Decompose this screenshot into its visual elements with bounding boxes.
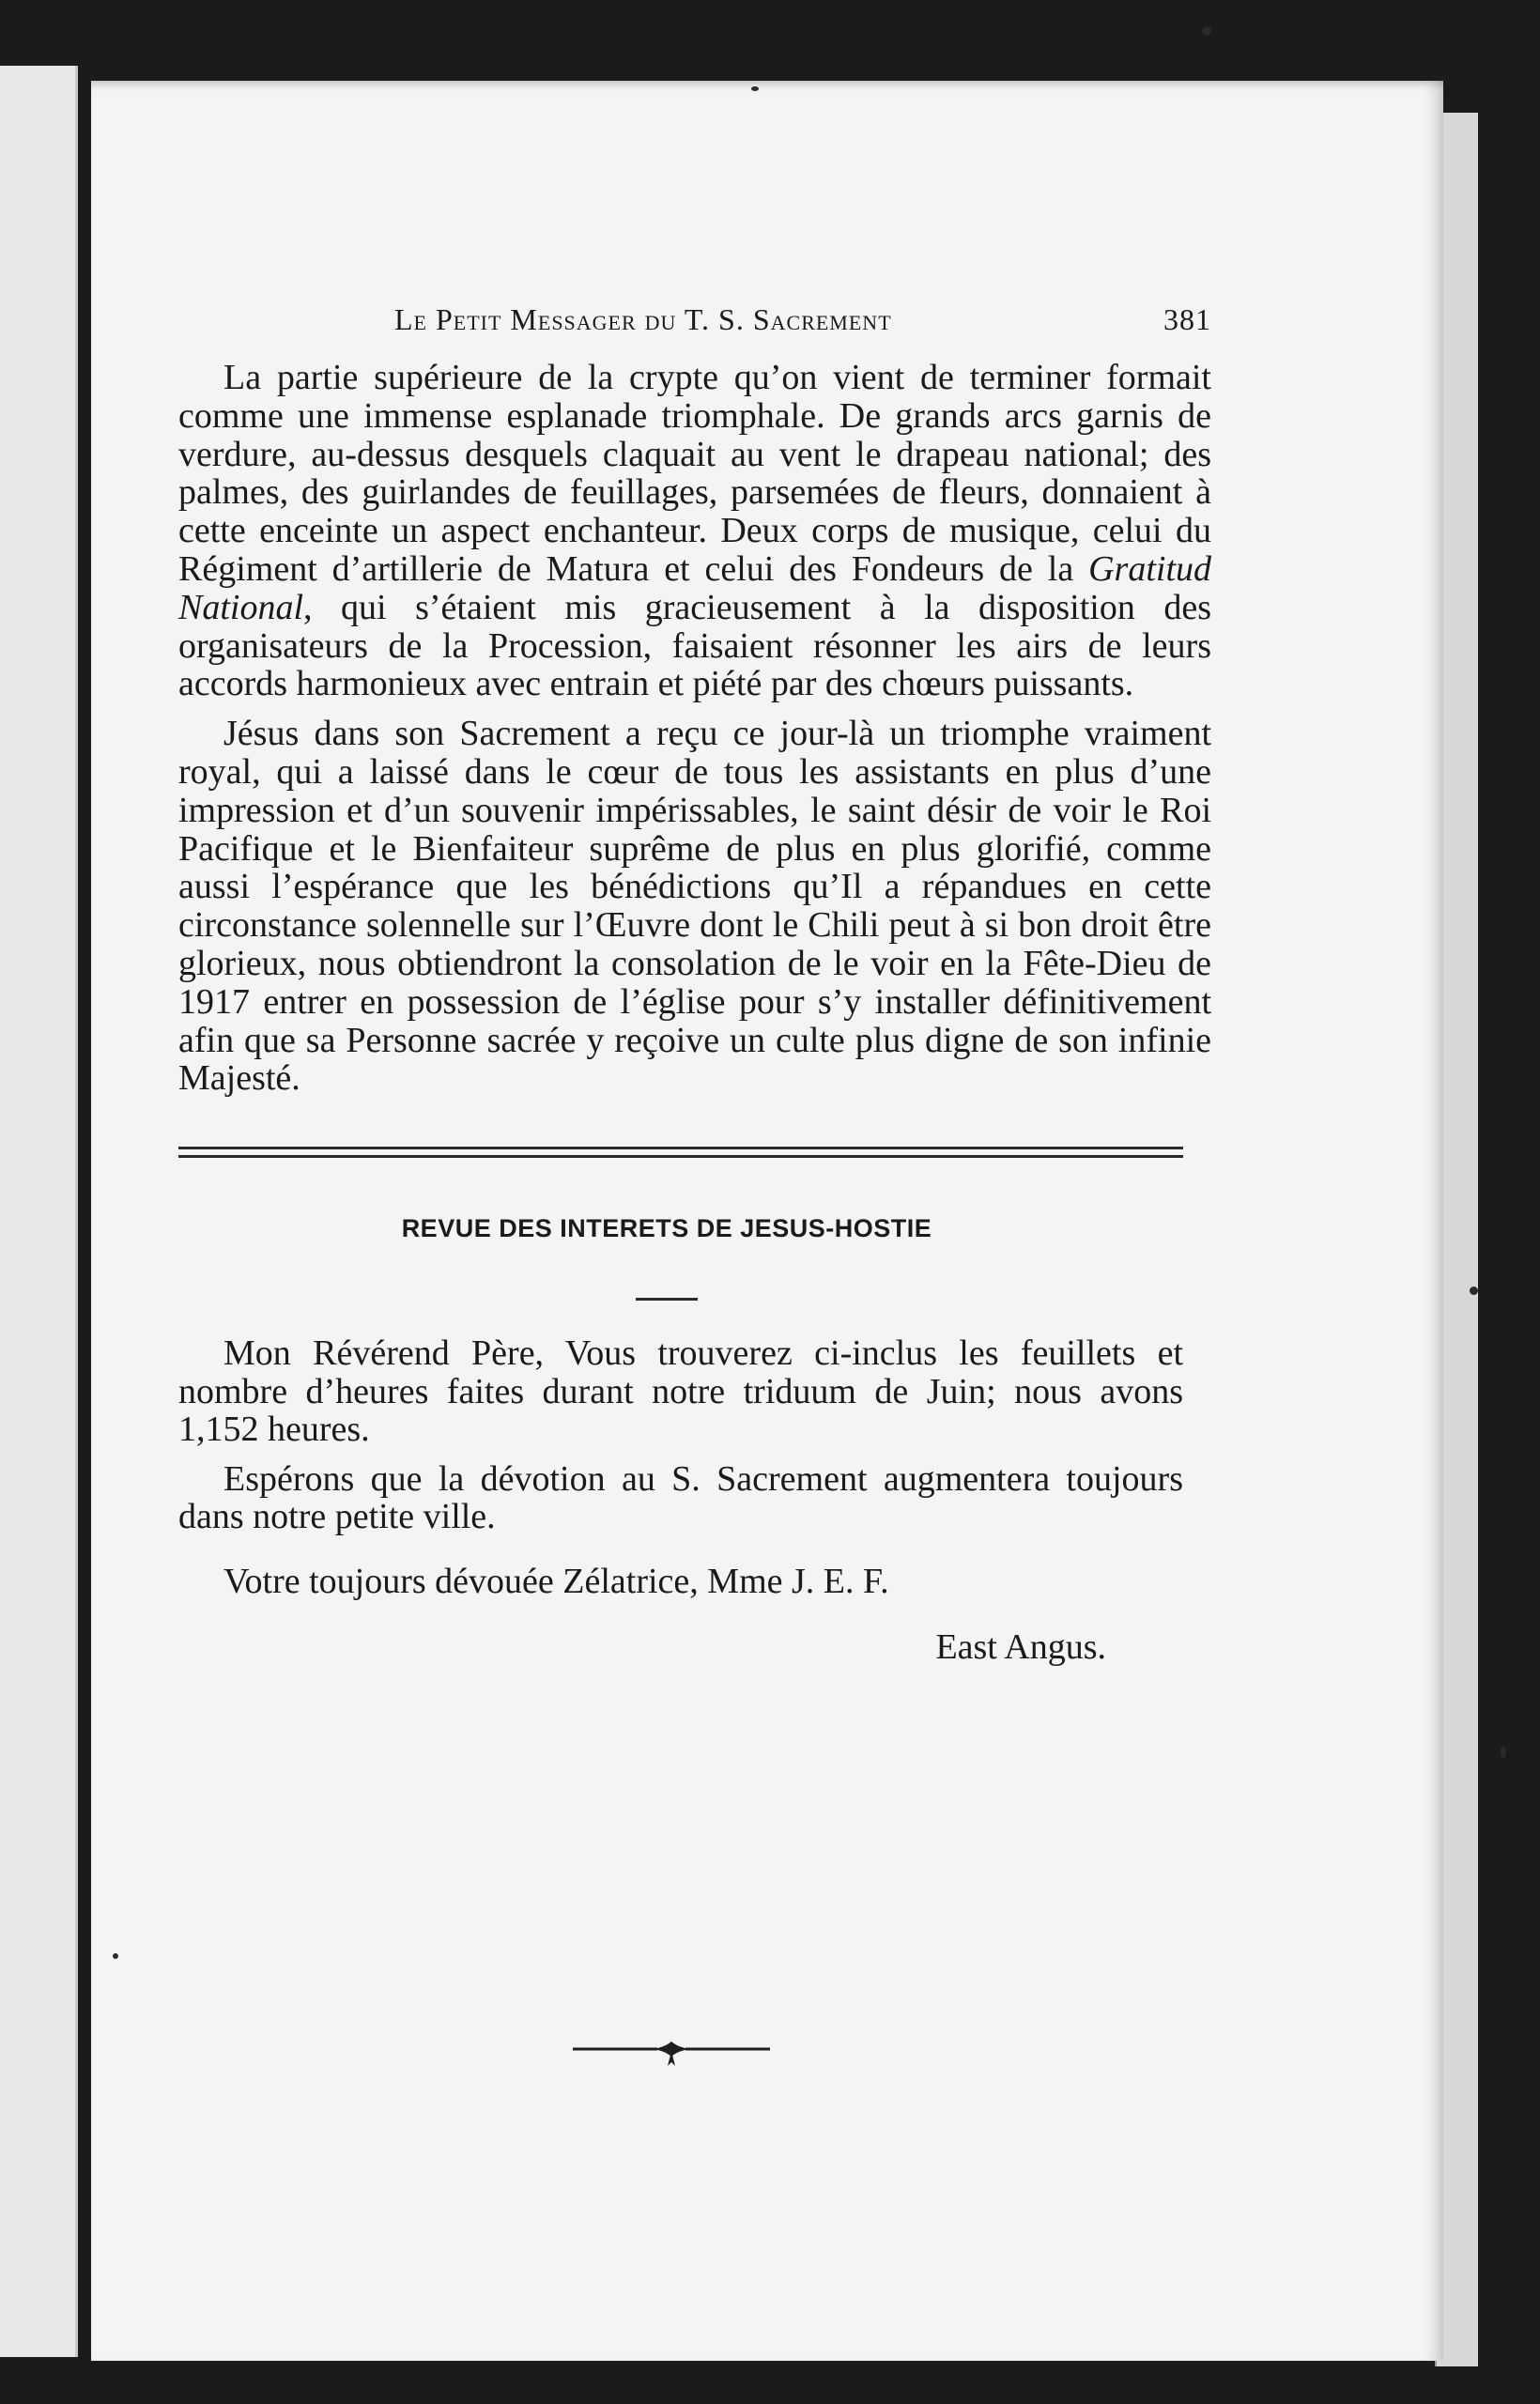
letter-place: East Angus. — [935, 1627, 1106, 1668]
scan-speck — [1501, 1747, 1506, 1758]
short-divider-rule — [636, 1298, 698, 1301]
paragraph-text-tail: , qui s’étaient mis gracieusement à la disposition des organisateurs de la Procession, faisaient résonner les airs de leurs accords harmonieux avec entrain et piété par des chœurs puissants. — [178, 587, 1211, 704]
paragraph-text: La partie supérieure de la crypte qu’on vient de terminer formait comme une immense esplanade triomphale. De grands arcs garnis de verdure, au-dessus desquels claquait au vent le drapeau national; des palmes, des guirlandes de feuillages, parsemées de fleurs, donnaient à cette enceinte un aspect enchanteur. Deux corps de musique, celui du Régiment d’artillerie de Matura et celui des Fondeurs de la — [178, 358, 1211, 589]
page-number: 381 — [1163, 302, 1211, 336]
article-paragraph — [178, 359, 1211, 703]
scan-speck — [1202, 26, 1211, 36]
double-divider-rule — [178, 1147, 1183, 1158]
letter-paragraph: Espérons que la dévotion au S. Sacrement augmentera toujours dans notre petite ville. — [178, 1458, 1183, 1537]
letter-paragraph: Mon Révérend Père, Vous trouverez ci-inclus les feuillets et nombre d’heures faites durant notre triduum de Juin; nous avons 1,152 heures. — [178, 1333, 1183, 1450]
previous-page-edge — [0, 66, 78, 2357]
section-title: REVUE DES INTERETS DE JESUS-HOSTIE — [401, 1214, 932, 1243]
scan-speck — [113, 1953, 118, 1959]
article-body — [178, 359, 1211, 1098]
ornament-fleuron-icon — [573, 2038, 770, 2075]
page-content — [178, 302, 1211, 1667]
scan-speck — [1470, 1287, 1478, 1295]
letter-body — [178, 1334, 1183, 1667]
article-paragraph: Jésus dans son Sacrement a reçu ce jour-là un triomphe vraiment royal, qui a laissé dans le cœur de tous les assistants en plus d’une impression et d’un souvenir impérissables, le saint désir de voir le Roi Pacifique et le Bienfaiteur suprême de plus en plus glorifié, comme aussi l’espérance que les bénédictions qu’Il a répandues en cette circonstance solennelle sur l’Œuvre dont le Chili peut à si bon droit être glorieux, nous obtiendront la consolation de le voir en la Fête-Dieu de 1917 entrer en possession de l’église pour s’y installer définitivement afin que sa Personne sacrée y reçoive un culte plus digne de son infinie Majesté. — [178, 714, 1211, 1099]
scan-speck — [751, 86, 759, 91]
letter-signature: Votre toujours dévouée Zélatrice, Mme J. E. F. — [223, 1561, 889, 1601]
running-title: Le Petit Messager du T. S. Sacrement — [394, 302, 892, 336]
italic-phrase: Gratitud National — [178, 548, 1211, 627]
running-header — [178, 302, 1211, 346]
